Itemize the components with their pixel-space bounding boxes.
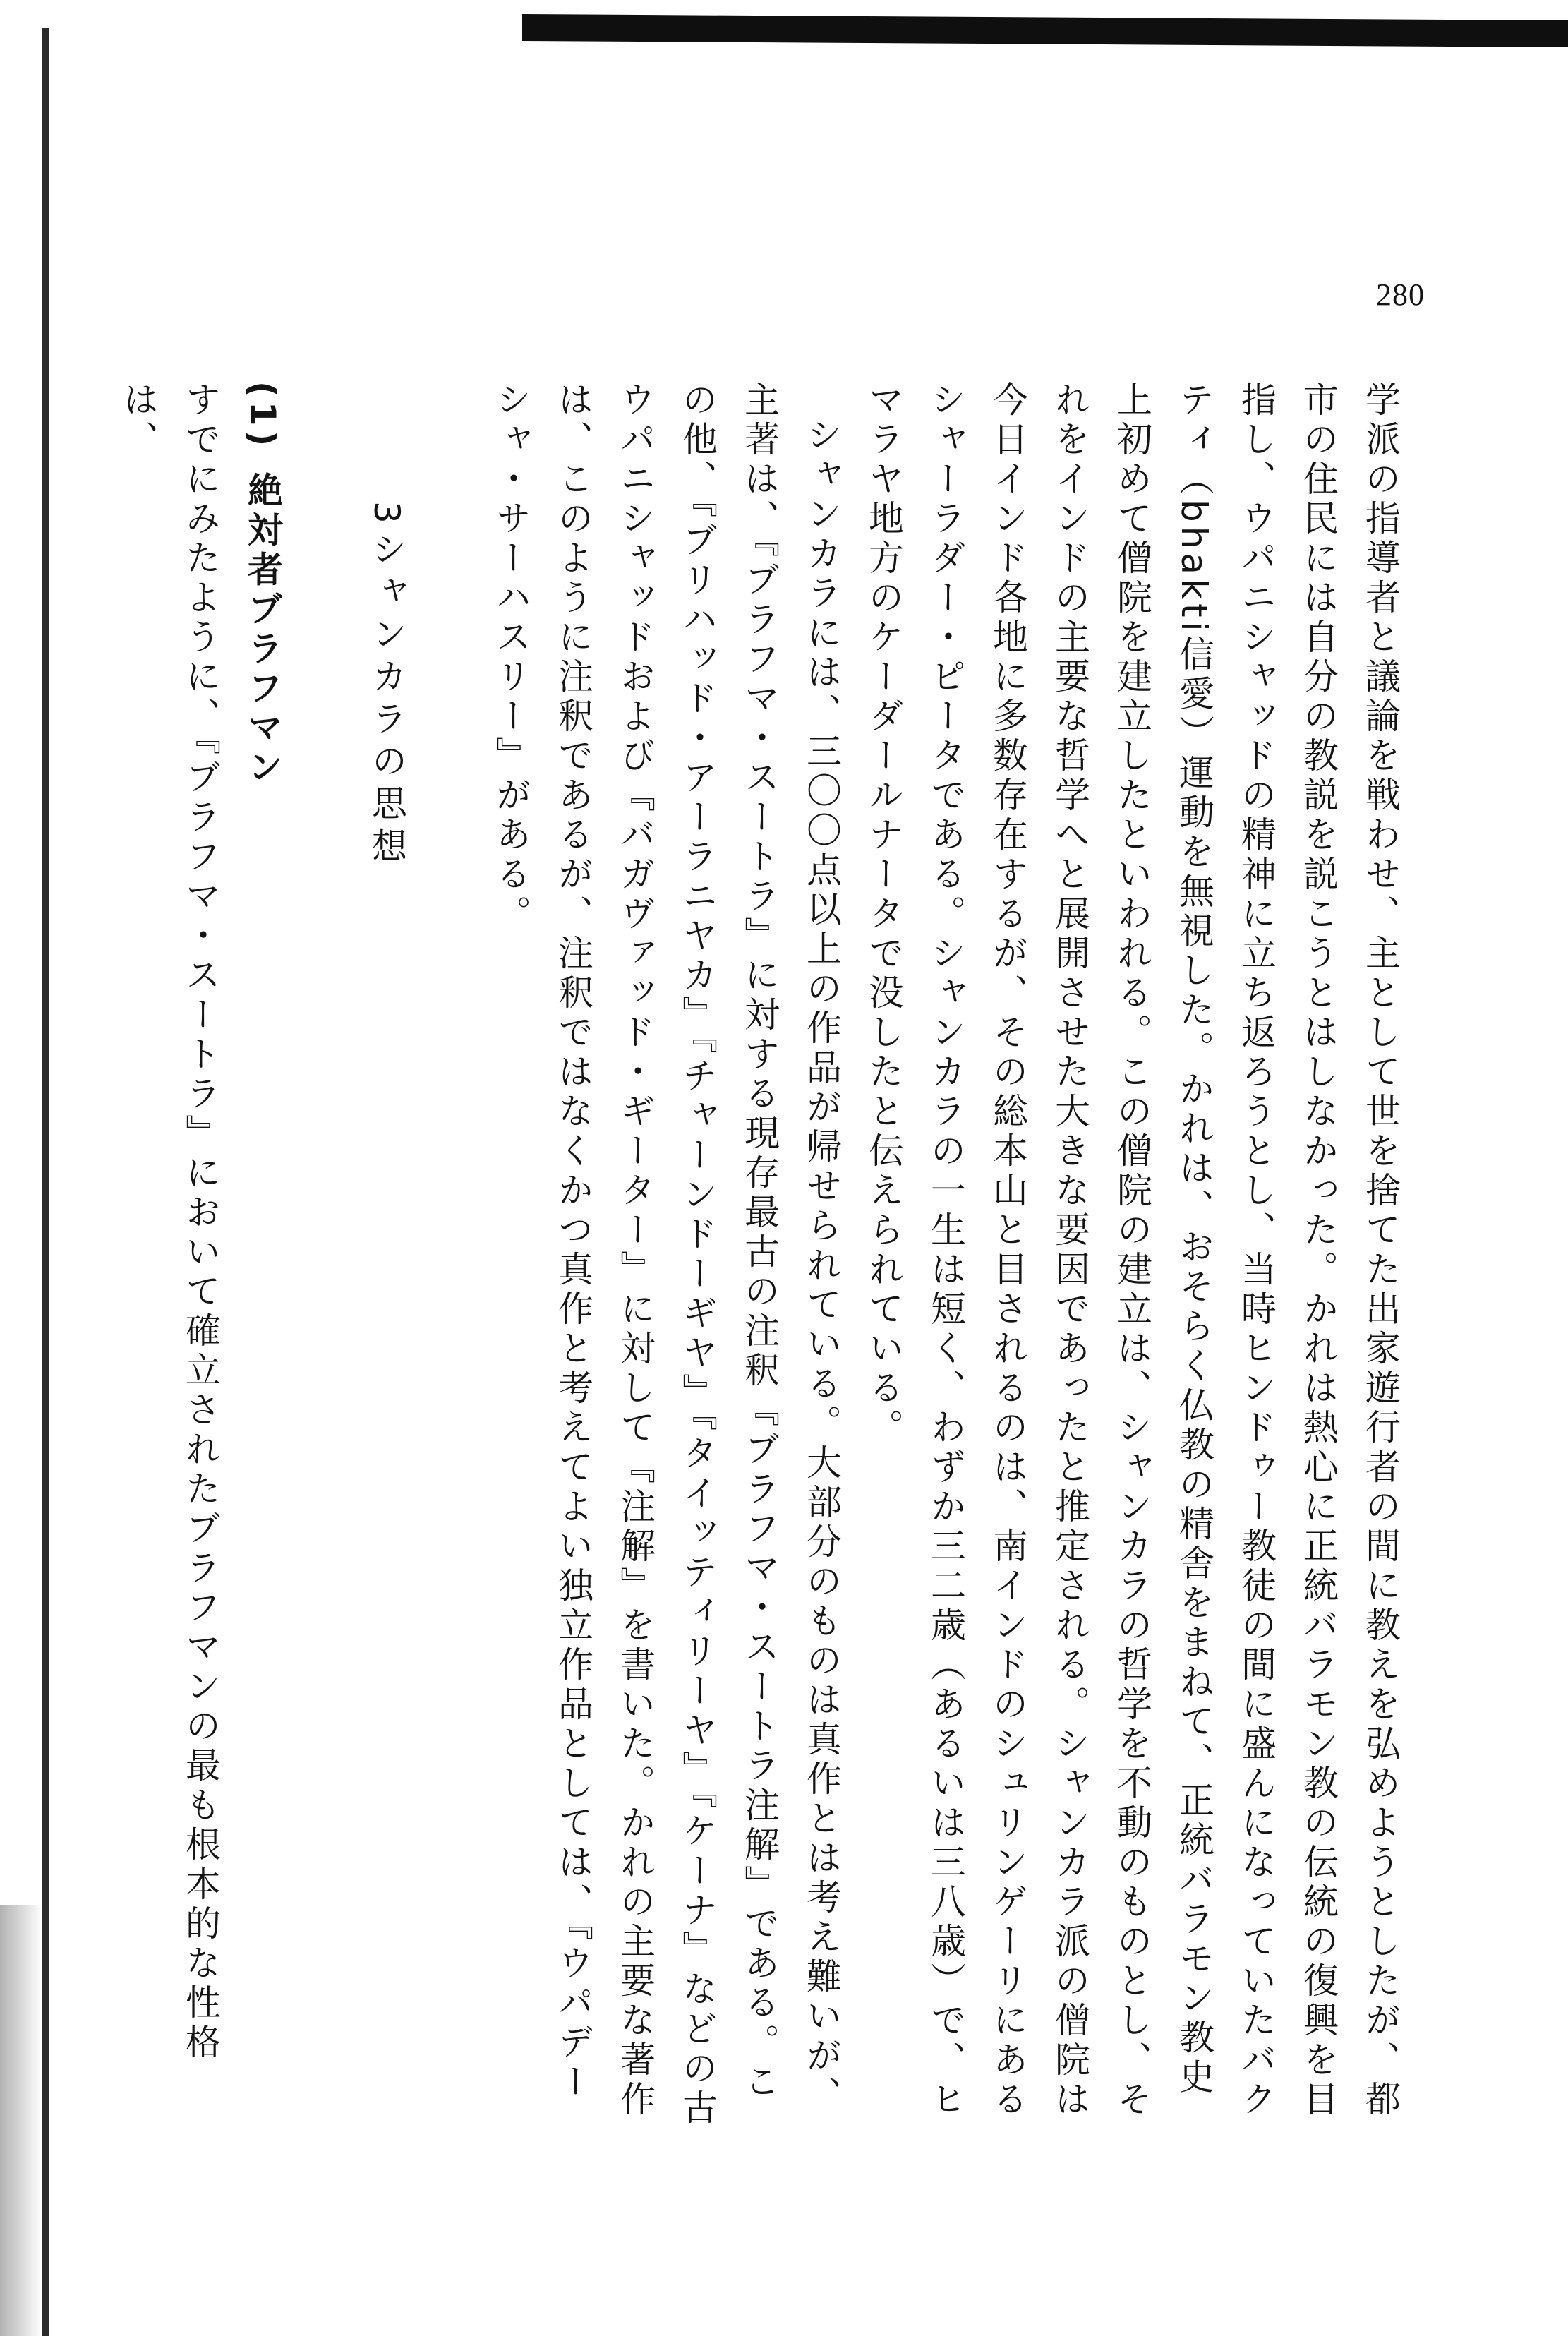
page-number: 280 [1376, 277, 1425, 312]
subsection-number: (1) [242, 381, 283, 451]
paragraph: すでにみたように、『ブラフマ・スートラ』において確立されたブラフマンの最も根本的な性格は、 [118, 381, 221, 2063]
scan-border-top [522, 14, 1568, 47]
section-number: 3 [366, 501, 407, 531]
spacer [294, 381, 356, 2131]
paragraph: シャンカラには、三〇〇点以上の作品が帰せられている。大部分のものは真作とは考え難いが、主著は、『ブラフマ・スートラ』に対する現存最古の注釈『ブラフマ・スートラ注解』である。この他、『ブリハッド・アーラニヤカ』『チャーンドーギヤ』『タイッティリーヤ』『ケーナ』などの古ウパニシャッドおよび『バガヴァッド・ギーター』に対して『注解』を書いた。かれの主要な著作は、このように注釈であるが、注釈ではなくかつ真作と考えてよい独立作品としては、『ウパデーシャ・サーハスリー』がある。 [490, 381, 842, 2129]
spacer [418, 381, 480, 2131]
paragraph-continued: 学派の指導者と議論を戦わせ、主として世を捨てた出家遊行者の間に教えを弘めようとしたが、都市の住民には自分の教説を説こうとはしなかった。かれは熱心に正統バラモン教の伝統の復興を目指し、ウパニシャッドの精神に立ち返ろうとし、当時ヒンドゥー教徒の間に盛んになっていたバクティ（bhakti信愛）運動を無視した。かれは、おそらく仏教の精舎をまねて、正統バラモン教史上初めて僧院を建立したといわれる。この僧院の建立は、シャンカラの哲学を不動のものとし、それをインドの主要な哲学へと展開させた大きな要因であったと推定される。シャンカラ派の僧院は今日インド各地に多数存在するが、その総本山と目されるのは、南インドのシュリンゲーリにあるシャーラダー・ピータである。シャンカラの一生は短く、わずか三二歳（あるいは三八歳）で、ヒマラヤ地方のケーダールナータで没したと伝えられている。 [863, 381, 1401, 2120]
scan-shadow [0, 1905, 42, 2336]
vertical-text-body [118, 381, 1411, 2131]
subsection-title: 絶対者ブラフマン [242, 471, 283, 788]
section-title: シャンカラの思想 [366, 530, 407, 869]
subsection-heading [231, 381, 294, 2131]
scan-border-left [42, 28, 49, 2336]
section-heading [356, 381, 418, 2131]
